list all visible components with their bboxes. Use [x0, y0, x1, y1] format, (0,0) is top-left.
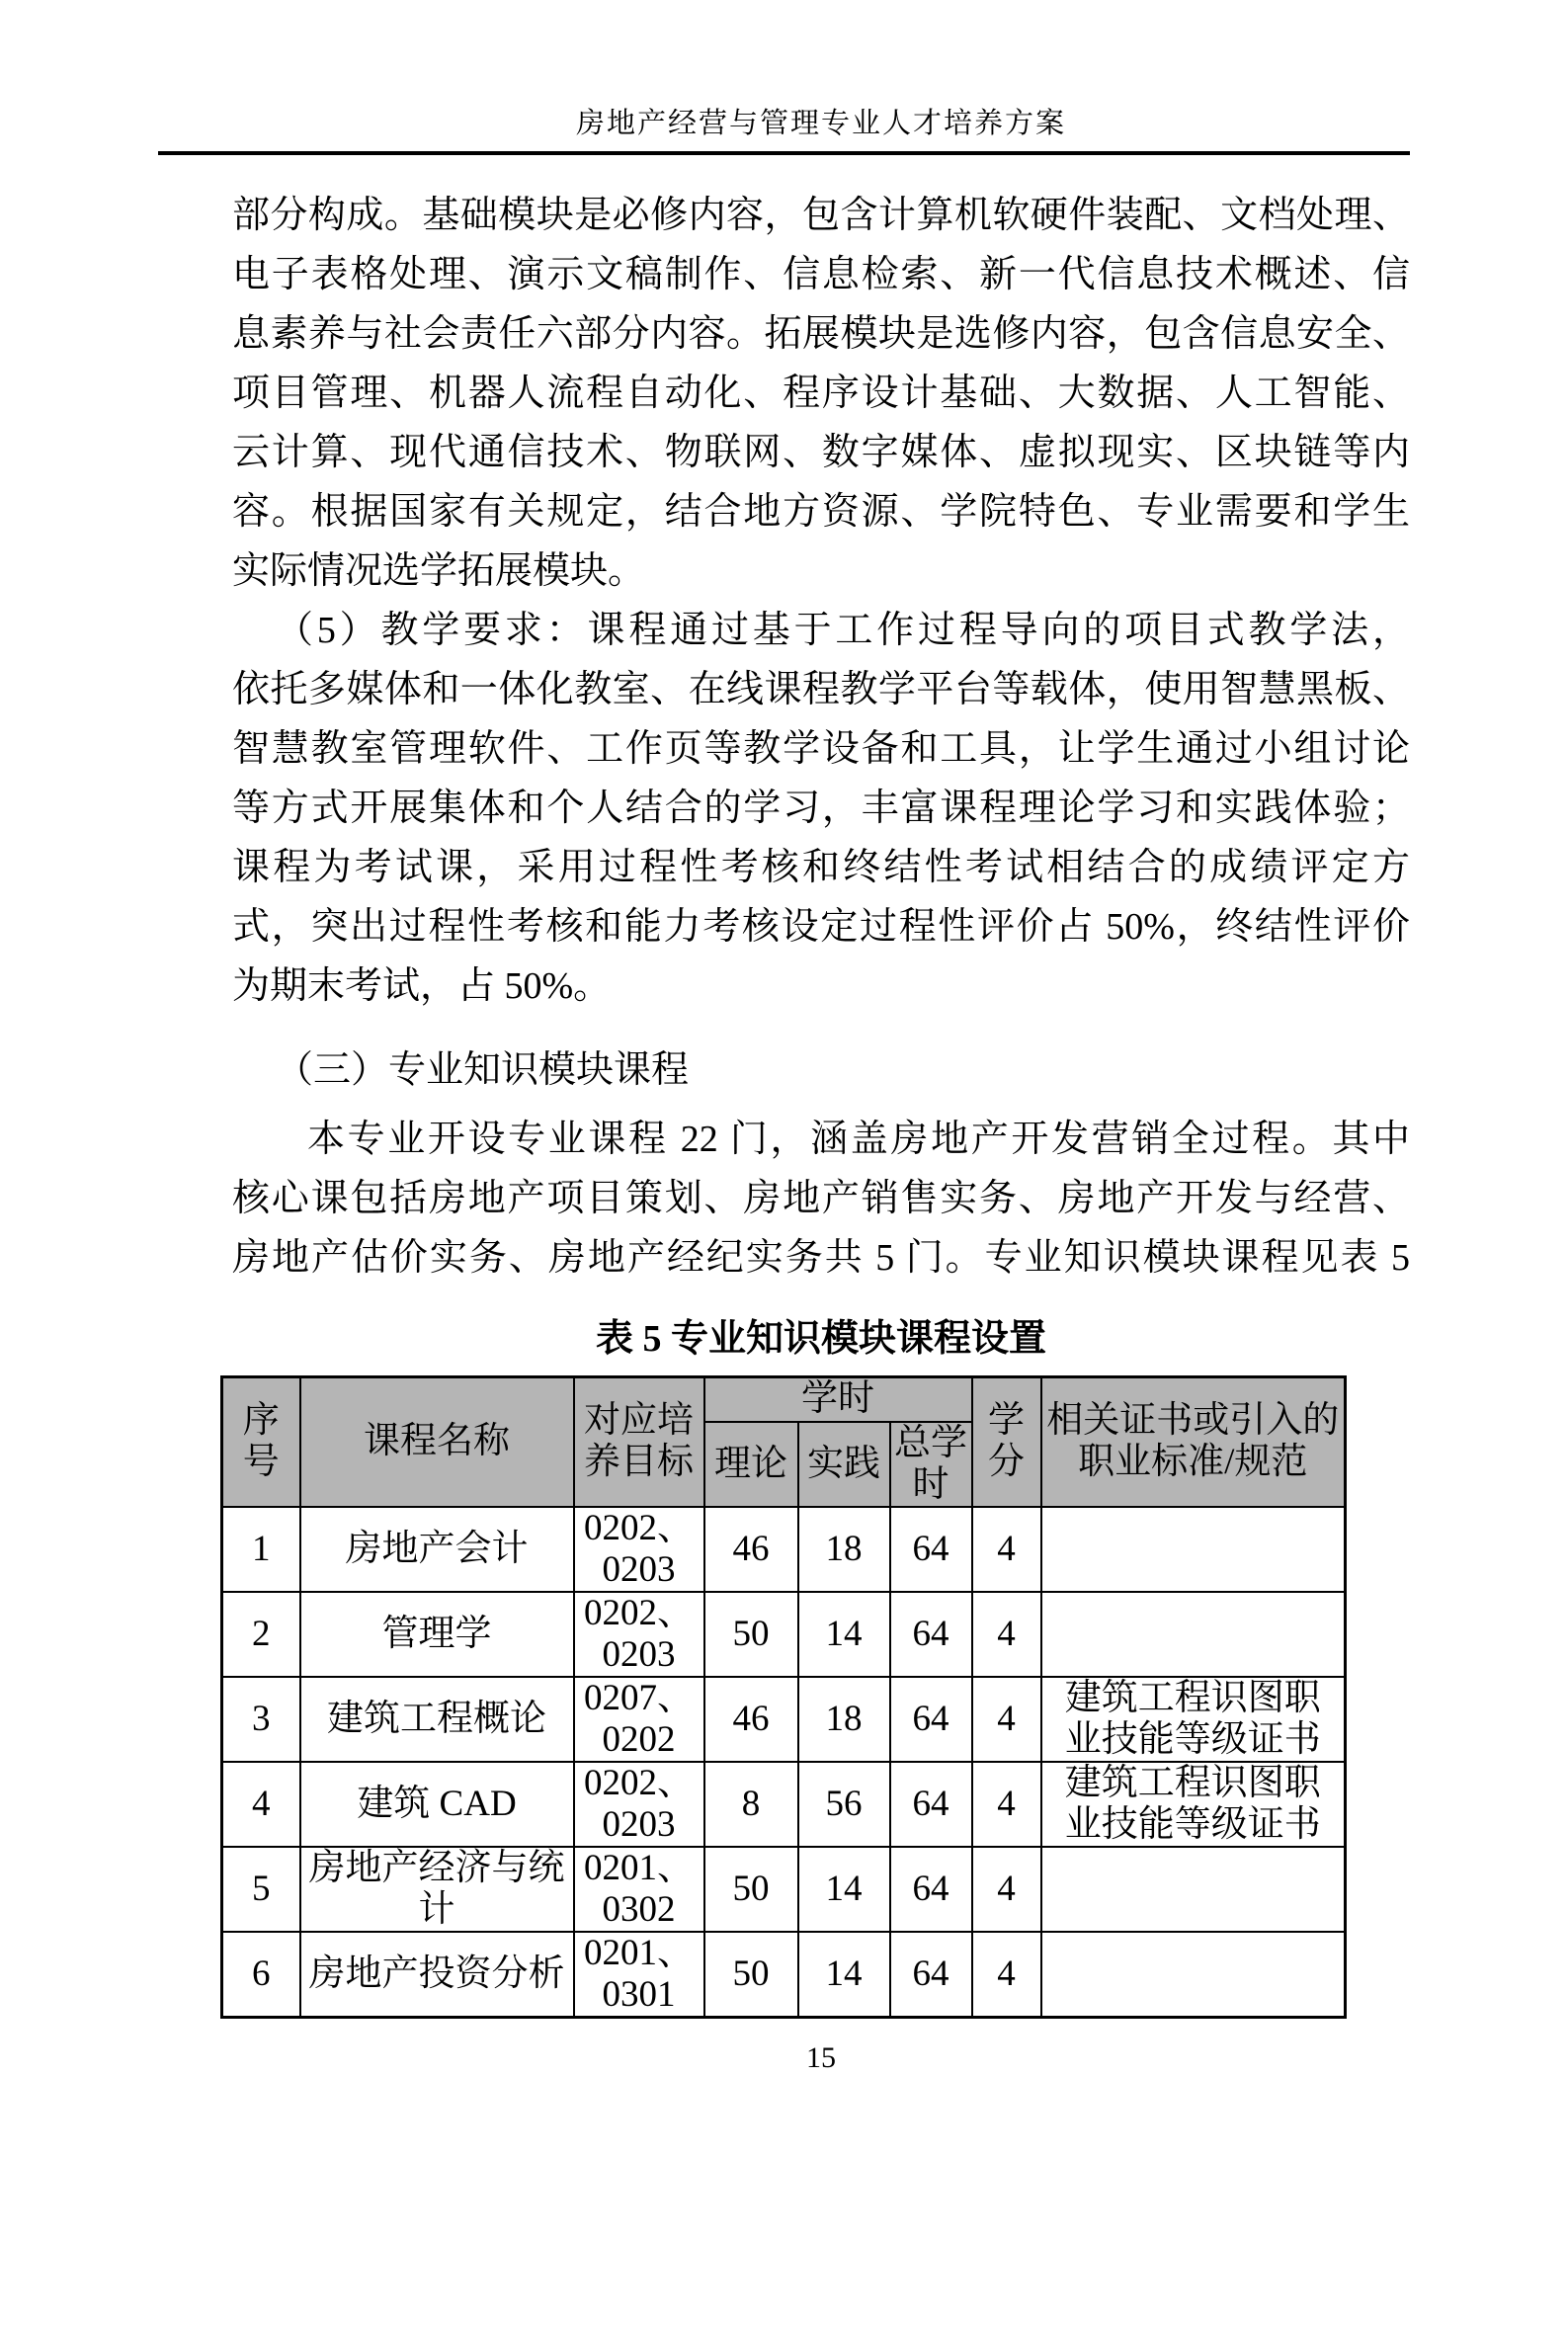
table-caption: 表 5 专业知识模块课程设置 — [595, 1318, 1046, 1360]
cell-total: 64 — [890, 1762, 972, 1847]
cell-theory: 46 — [704, 1507, 798, 1592]
cell-theory: 50 — [704, 1592, 798, 1677]
body-line: 等方式开展集体和个人结合的学习，丰富课程理论学习和实践体验； — [232, 788, 1410, 829]
body-line: 为期末考试，占 50%。 — [232, 965, 612, 1007]
col-header-practice: 实践 — [798, 1422, 890, 1507]
col-header-cert: 相关证书或引入的职业标准/规范 — [1041, 1377, 1346, 1507]
col-header-total: 总学时 — [890, 1422, 972, 1507]
cell-credit: 4 — [972, 1762, 1041, 1847]
cell-target: 0201、0302 — [574, 1847, 704, 1932]
cell-cert: 建筑工程识图职业技能等级证书 — [1041, 1677, 1346, 1762]
cell-course-name: 房地产投资分析 — [300, 1932, 574, 2018]
table-row — [222, 1847, 1346, 1932]
document-page — [0, 109, 1568, 2327]
body-line: 实际情况选学拓展模块。 — [232, 550, 646, 592]
table-row — [222, 1592, 1346, 1677]
header-rule — [158, 151, 1410, 155]
table-row — [222, 1762, 1346, 1847]
page-number: 15 — [806, 2040, 836, 2074]
cell-total: 64 — [890, 1592, 972, 1677]
body-line: 项目管理、机器人流程自动化、程序设计基础、大数据、人工智能、 — [232, 373, 1410, 414]
cell-cert — [1041, 1932, 1346, 2018]
body-line: 式，突出过程性考核和能力考核设定过程性评价占 50%，终结性评价 — [232, 906, 1410, 948]
cell-course-name: 房地产会计 — [300, 1507, 574, 1592]
cell-target: 0201、0301 — [574, 1932, 704, 2018]
cell-no: 5 — [222, 1847, 300, 1932]
cell-theory: 8 — [704, 1762, 798, 1847]
cell-practice: 14 — [798, 1847, 890, 1932]
col-header-theory: 理论 — [704, 1422, 798, 1507]
cell-target: 0202、0203 — [574, 1507, 704, 1592]
cell-course-name: 房地产经济与统计 — [300, 1847, 574, 1932]
cell-credit: 4 — [972, 1507, 1041, 1592]
cell-credit: 4 — [972, 1592, 1041, 1677]
course-table — [220, 1375, 1347, 2019]
cell-credit: 4 — [972, 1677, 1041, 1762]
cell-course-name: 管理学 — [300, 1592, 574, 1677]
cell-practice: 18 — [798, 1507, 890, 1592]
cell-no: 1 — [222, 1507, 300, 1592]
body-line: 智慧教室管理软件、工作页等教学设备和工具，让学生通过小组讨论 — [232, 728, 1410, 770]
cell-target: 0202、0203 — [574, 1762, 704, 1847]
cell-practice: 14 — [798, 1932, 890, 2018]
cell-practice: 56 — [798, 1762, 890, 1847]
cell-course-name: 建筑工程概论 — [300, 1677, 574, 1762]
cell-theory: 46 — [704, 1677, 798, 1762]
body-line: 云计算、现代通信技术、物联网、数字媒体、虚拟现实、区块链等内 — [232, 432, 1410, 473]
cell-target: 0207、0202 — [574, 1677, 704, 1762]
table-row — [222, 1677, 1346, 1762]
cell-credit: 4 — [972, 1847, 1041, 1932]
body-line: 依托多媒体和一体化教室、在线课程教学平台等载体，使用智慧黑板、 — [232, 669, 1410, 710]
cell-total: 64 — [890, 1847, 972, 1932]
cell-target: 0202、0203 — [574, 1592, 704, 1677]
cell-total: 64 — [890, 1677, 972, 1762]
col-header-credits: 学分 — [972, 1377, 1041, 1507]
cell-theory: 50 — [704, 1932, 798, 2018]
body-line: 部分构成。基础模块是必修内容，包含计算机软硬件装配、文档处理、 — [232, 195, 1410, 236]
col-header-hours: 学时 — [704, 1377, 972, 1422]
page-header-title: 房地产经营与管理专业人才培养方案 — [575, 108, 1066, 139]
cell-practice: 18 — [798, 1677, 890, 1762]
body-line: 息素养与社会责任六部分内容。拓展模块是选修内容，包含信息安全、 — [232, 313, 1410, 355]
cell-no: 4 — [222, 1762, 300, 1847]
col-header-no: 序号 — [222, 1377, 300, 1507]
cell-no: 2 — [222, 1592, 300, 1677]
cell-credit: 4 — [972, 1932, 1041, 2018]
body-line: 容。根据国家有关规定，结合地方资源、学院特色、专业需要和学生 — [232, 491, 1410, 533]
cell-course-name: 建筑 CAD — [300, 1762, 574, 1847]
cell-cert — [1041, 1847, 1346, 1932]
cell-theory: 50 — [704, 1847, 798, 1932]
body-line: 课程为考试课，采用过程性考核和终结性考试相结合的成绩评定方 — [232, 847, 1410, 888]
body-line: （5）教学要求：课程通过基于工作过程导向的项目式教学法， — [276, 610, 1410, 651]
body-lines — [232, 186, 1410, 1288]
body-line: （三）专业知识模块课程 — [276, 1049, 690, 1091]
cell-no: 3 — [222, 1677, 300, 1762]
cell-practice: 14 — [798, 1592, 890, 1677]
table-row — [222, 1932, 1346, 2018]
table-row — [222, 1507, 1346, 1592]
cell-cert — [1041, 1507, 1346, 1592]
cell-no: 6 — [222, 1932, 300, 2018]
col-header-target: 对应培养目标 — [574, 1377, 704, 1507]
cell-total: 64 — [890, 1932, 972, 2018]
table-header-row-1 — [222, 1377, 1346, 1422]
course-table-head — [222, 1377, 1346, 1507]
body-line: 本专业开设专业课程 22 门，涵盖房地产开发营销全过程。其中 — [307, 1119, 1410, 1160]
col-header-course-name: 课程名称 — [300, 1377, 574, 1507]
body-line: 房地产估价实务、房地产经纪实务共 5 门。专业知识模块课程见表 5 — [232, 1237, 1410, 1279]
cell-cert — [1041, 1592, 1346, 1677]
body-line: 电子表格处理、演示文稿制作、信息检索、新一代信息技术概述、信 — [232, 254, 1410, 295]
body-line: 核心课包括房地产项目策划、房地产销售实务、房地产开发与经营、 — [232, 1178, 1410, 1219]
cell-cert: 建筑工程识图职业技能等级证书 — [1041, 1762, 1346, 1847]
course-table-body — [222, 1507, 1346, 2018]
cell-total: 64 — [890, 1507, 972, 1592]
